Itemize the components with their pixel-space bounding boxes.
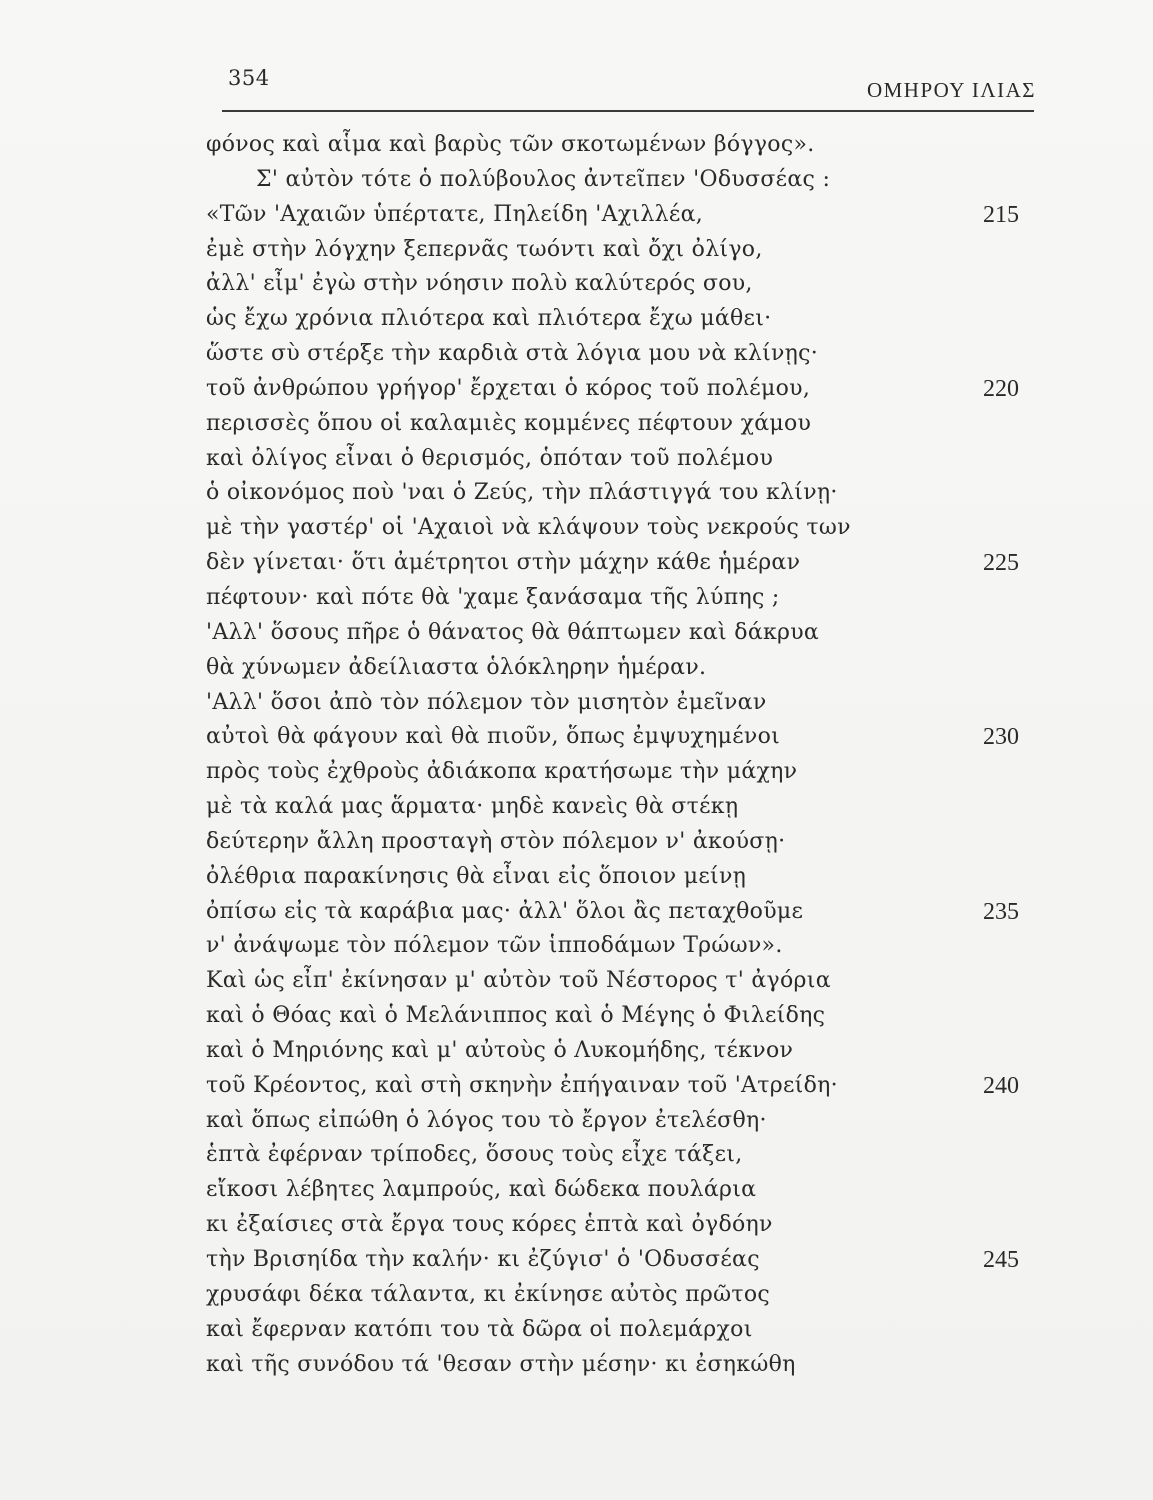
verse-line <box>0 1278 1153 1313</box>
verse-text: καὶ ὁ Θόας καὶ ὁ Μελάνιππος καὶ ὁ Μέγης ὁ Φιλείδης <box>206 1003 826 1029</box>
verse-line <box>0 198 1153 233</box>
line-number: 240 <box>983 1072 1019 1099</box>
line-number: 215 <box>983 201 1019 228</box>
verse-line <box>0 442 1153 477</box>
verse-text: περισσὲς ὅπου οἱ καλαμιὲς κομμένες πέφτουν χάμου <box>206 410 812 436</box>
verse-text: τοῦ ἀνθρώπου γρήγορ' ἔρχεται ὁ κόρος τοῦ πολέμου, <box>206 375 811 401</box>
verse-text: μὲ τὰ καλά μας ἅρματα· μηδὲ κανεὶς θὰ στέκῃ <box>206 794 739 820</box>
verse-line <box>0 267 1153 302</box>
verse-line <box>0 302 1153 337</box>
line-number: 235 <box>983 898 1019 925</box>
verse-text: ἑπτὰ ἐφέρναν τρίποδες, ὅσους τοὺς εἶχε τάξει, <box>206 1142 743 1168</box>
verse-line <box>0 1208 1153 1243</box>
verse-text: ἐμὲ στὴν λόγχην ξεπερνᾶς τωόντι καὶ ὄχι ὀλίγο, <box>206 236 763 262</box>
verse-text: θὰ χύνωμεν ἀδείλιαστα ὁλόκληρην ἡμέραν. <box>206 654 707 680</box>
verse-text: φόνος καὶ αἷμα καὶ βαρὺς τῶν σκοτωμένων βόγγος». <box>206 132 815 157</box>
line-number: 220 <box>983 375 1019 402</box>
verse-line <box>0 790 1153 825</box>
line-number: 245 <box>983 1247 1019 1273</box>
verse-line <box>0 511 1153 546</box>
verse-text: κι ἐξαίσιες στὰ ἔργα τους κόρες ἑπτὰ καὶ ὀγδόην <box>206 1212 773 1238</box>
verse-line <box>0 1034 1153 1069</box>
verse-text: χρυσάφι δέκα τάλαντα, κι ἐκίνησε αὐτὸς πρῶτος <box>206 1281 771 1307</box>
verse-line <box>0 1138 1153 1173</box>
verse-text: αὐτοὶ θὰ φάγουν καὶ θὰ πιοῦν, ὅπως ἐμψυχημένοι <box>206 724 781 750</box>
line-number: 230 <box>983 724 1019 751</box>
verse-line <box>0 1104 1153 1139</box>
verse-line <box>0 860 1153 895</box>
verse-line <box>0 1313 1153 1348</box>
verse-line <box>0 128 1153 163</box>
verse-line <box>0 337 1153 372</box>
line-number: 225 <box>983 550 1019 577</box>
verse-text: εἴκοσι λέβητες λαμπρούς, καὶ δώδεκα πουλάρια <box>206 1177 757 1203</box>
verse-line <box>0 1173 1153 1208</box>
verse-text: ὀλέθρια παρακίνησις θὰ εἶναι εἰς ὅποιον μείνῃ <box>206 863 747 889</box>
verse-line <box>0 929 1153 964</box>
verse-line <box>0 1243 1153 1278</box>
verse-line <box>0 233 1153 268</box>
verse-text: καὶ ὀλίγος εἶναι ὁ θερισμός, ὁπόταν τοῦ πολέμου <box>206 445 774 471</box>
verse-line <box>0 720 1153 755</box>
verse-text: 'Αλλ' ὅσους πῆρε ὁ θάνατος θὰ θάπτωμεν καὶ δάκρυα <box>206 619 820 645</box>
verse-line <box>0 546 1153 581</box>
verse-text: Σ' αὐτὸν τότε ὁ πολύβουλος ἀντεῖπεν 'Οδυσσέας : <box>256 166 831 192</box>
verse-text: ὡς ἔχω χρόνια πλιότερα καὶ πλιότερα ἔχω μάθει· <box>206 306 772 332</box>
verse-line <box>0 1069 1153 1104</box>
verse-text: μὲ τὴν γαστέρ' οἱ 'Αχαιοὶ νὰ κλάψουν τοὺς νεκρούς των <box>206 515 851 541</box>
verse-text: πέφτουν· καὶ πότε θὰ 'χαμε ξανάσαμα τῆς λύπης ; <box>206 584 780 610</box>
verse-text: καὶ ὁ Μηριόνης καὶ μ' αὐτοὺς ὁ Λυκομήδης, τέκνον <box>206 1037 794 1063</box>
verse-text: πρὸς τοὺς ἐχθροὺς ἀδιάκοπα κρατήσωμε τὴν μάχην <box>206 759 798 785</box>
verse-text: δεύτερην ἄλλη προσταγὴ στὸν πόλεμον ν' ἀκούσῃ· <box>206 828 786 854</box>
verse-line <box>0 476 1153 511</box>
verse-text: καὶ τῆς συνόδου τά 'θεσαν στὴν μέσην· κι ἐσηκώθη <box>206 1351 796 1377</box>
verse-body <box>0 128 1153 1382</box>
verse-text: ὁ οἰκονόμος ποὺ 'ναι ὁ Ζεύς, τὴν πλάστιγγά του κλίνῃ· <box>206 480 838 506</box>
verse-text: ἀλλ' εἶμ' ἐγὼ στὴν νόησιν πολὺ καλύτερός σου, <box>206 271 753 297</box>
verse-line <box>0 686 1153 721</box>
verse-text: δὲν γίνεται· ὅτι ἀμέτρητοι στὴν μάχην κάθε ἡμέραν <box>206 550 801 576</box>
verse-line <box>0 651 1153 686</box>
verse-text: ὀπίσω εἰς τὰ καράβια μας· ἀλλ' ὅλοι ἂς πεταχθοῦμε <box>206 898 804 924</box>
verse-line <box>0 616 1153 651</box>
verse-line <box>0 964 1153 999</box>
verse-text: ὥστε σὺ στέρξε τὴν καρδιὰ στὰ λόγια μου νὰ κλίνῃς· <box>206 341 819 367</box>
verse-text: τὴν Βρισηίδα τὴν καλήν· κι ἐζύγισ' ὁ 'Οδυσσέας <box>206 1247 760 1272</box>
verse-line <box>0 755 1153 790</box>
verse-text: 'Αλλ' ὅσοι ἀπὸ τὸν πόλεμον τὸν μισητὸν ἐμεῖναν <box>206 689 767 715</box>
verse-text: τοῦ Κρέοντος, καὶ στὴ σκηνὴν ἐπήγαιναν τοῦ 'Ατρείδη· <box>206 1072 838 1098</box>
verse-text: καὶ ὅπως εἰπώθη ὁ λόγος του τὸ ἔργον ἐτελέσθη· <box>206 1107 767 1133</box>
verse-text: «Τῶν 'Αχαιῶν ὑπέρτατε, Πηλείδη 'Αχιλλέα, <box>206 201 704 227</box>
verse-line <box>0 407 1153 442</box>
verse-line <box>0 372 1153 407</box>
page-number: 354 <box>228 66 270 90</box>
running-head: ΟΜΗΡΟΥ ΙΛΙΑΣ <box>866 78 1036 102</box>
verse-line <box>0 999 1153 1034</box>
verse-text: Καὶ ὡς εἶπ' ἐκίνησαν μ' αὐτὸν τοῦ Νέστορος τ' ἀγόρια <box>206 968 831 994</box>
verse-line <box>0 163 1153 198</box>
verse-line <box>0 825 1153 860</box>
verse-line <box>0 1348 1153 1383</box>
verse-line <box>0 581 1153 616</box>
verse-line <box>0 895 1153 930</box>
verse-text: καὶ ἔφερναν κατόπι του τὰ δῶρα οἱ πολεμάρχοι <box>206 1316 753 1342</box>
verse-text: ν' ἀνάψωμε τὸν πόλεμον τῶν ἱπποδάμων Τρώων». <box>206 933 783 959</box>
header-rule <box>222 110 1034 112</box>
